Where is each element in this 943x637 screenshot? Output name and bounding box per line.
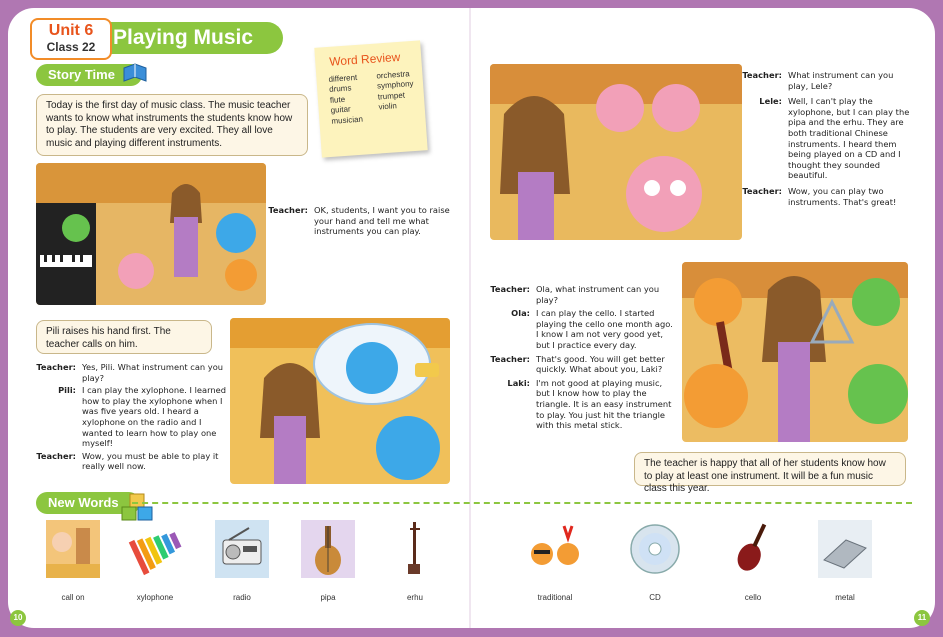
section-tab-story-time: Story Time <box>36 64 142 86</box>
unit-label: Unit 6 <box>48 22 94 39</box>
dialog-line <box>58 385 230 449</box>
word-image-call-on <box>46 520 100 578</box>
dialog-line <box>36 450 230 472</box>
speech-text: I can play the cello. I started playing the cello one month ago. I know I am not very good yet, but I practice every day. <box>536 308 673 350</box>
word-label-pipa: pipa <box>320 593 336 602</box>
classroom-illustration-3 <box>490 64 742 240</box>
unit-badge <box>30 18 112 60</box>
word-review-col1 <box>328 73 363 127</box>
dialog-line <box>36 362 230 383</box>
speech-text: Ola, what instrument can you play? <box>536 284 660 305</box>
dialog-line <box>507 377 676 431</box>
review-word: drums <box>328 83 352 95</box>
review-word: guitar <box>330 104 351 116</box>
classroom-illustration-2 <box>230 318 450 484</box>
conclusion-box: The teacher is happy that all of her students know how to play at least one instrument. It will be a fun music class this year. <box>634 452 906 486</box>
review-word: orchestra <box>376 69 411 81</box>
book-spine <box>469 8 471 628</box>
speaker-name: Teacher: <box>268 205 308 215</box>
speaker-name: Teacher: <box>742 70 782 80</box>
speech-text: OK, students, I want you to raise your hand and tell me what instruments you can play. <box>314 205 450 237</box>
dialog-scene-3 <box>742 70 910 207</box>
dialog-line <box>511 308 676 350</box>
dialog-line <box>490 284 676 305</box>
word-image-radio <box>215 520 269 578</box>
dialog-scene-1 <box>268 205 454 237</box>
word-image-traditional <box>528 520 582 578</box>
speech-text: Yes, Pili. What instrument can you play? <box>82 362 224 383</box>
speech-text: Wow, you must be able to play it really well now. <box>82 450 219 472</box>
speaker-name: Teacher: <box>490 353 530 364</box>
lesson-title: Playing Music <box>105 22 283 54</box>
speaker-name: Laki: <box>507 377 530 388</box>
word-review-note <box>314 40 427 157</box>
speaker-name: Teacher: <box>490 284 530 294</box>
class-label: Class 22 <box>46 40 96 54</box>
review-word: flute <box>329 94 346 105</box>
dialog-line <box>742 70 910 91</box>
dialog-scene-2 <box>36 362 230 472</box>
review-word: different <box>328 72 358 84</box>
word-label-cello: cello <box>744 593 762 602</box>
word-image-pipa <box>301 520 355 578</box>
word-image-xylophone <box>128 520 182 578</box>
dialog-line <box>268 205 454 237</box>
review-word: musician <box>331 114 364 126</box>
word-image-cello <box>726 520 780 578</box>
page-number-left: 10 <box>10 610 26 626</box>
speaker-name: Teacher: <box>36 362 76 372</box>
page-number-right: 11 <box>914 610 930 626</box>
section-divider <box>122 502 912 504</box>
classroom-illustration-4 <box>682 262 908 442</box>
word-label-xylophone: xylophone <box>136 593 174 602</box>
dialog-line <box>490 353 676 375</box>
review-word: trumpet <box>377 90 406 102</box>
speaker-name: Teacher: <box>742 185 782 196</box>
review-word: violin <box>378 101 398 112</box>
word-image-cd <box>628 520 682 578</box>
speaker-name: Lele: <box>759 96 782 107</box>
word-label-call-on: call on <box>61 593 85 602</box>
speech-text: Well, I can't play the xylophone, but I can play the pipa and the erhu. They are both traditional Chinese instruments. I heard them being played on a CD and I thought they sounded beautiful. <box>788 96 910 181</box>
abc-blocks-icon <box>120 492 154 522</box>
speech-text: I'm not good at playing music, but I know how to play the triangle. It is an easy instrument to play. You just hit the triangle with this metal stick. <box>536 377 672 431</box>
word-label-traditional: traditional <box>537 593 573 602</box>
word-label-erhu: erhu <box>406 593 423 602</box>
speaker-name: Teacher: <box>36 450 76 461</box>
speaker-name: Pili: <box>58 385 76 396</box>
word-review-col2 <box>376 69 415 113</box>
word-label-metal: metal <box>835 593 855 602</box>
intro-text-box: Today is the first day of music class. The music teacher wants to know what instruments the students know how to play. The students are very excited. They all love music and playing different instruments. <box>36 94 308 156</box>
review-word: symphony <box>376 79 414 91</box>
narration-box-2: Pili raises his hand first. The teacher calls on him. <box>36 320 212 354</box>
classroom-illustration-1 <box>36 163 266 305</box>
speech-text: What instrument can you play, Lele? <box>788 70 894 91</box>
word-label-cd: CD <box>649 593 661 602</box>
word-image-metal <box>818 520 872 578</box>
dialog-line <box>742 185 910 207</box>
word-image-erhu <box>388 520 442 578</box>
book-icon <box>122 62 148 84</box>
word-label-radio: radio <box>233 593 251 602</box>
dialog-scene-4 <box>490 284 676 431</box>
dialog-line <box>759 96 910 181</box>
word-review-title: Word Review <box>328 49 401 69</box>
speech-text: That's good. You will get better quickly. What about you, Laki? <box>536 353 665 375</box>
speech-text: Wow, you can play two instruments. That's great! <box>788 185 897 207</box>
speech-text: I can play the xylophone. I learned how to play the xylophone when I was five years old. I heard a xylophone on the radio and I wanted to learn how to play one myself! <box>82 385 226 449</box>
speaker-name: Ola: <box>511 308 530 319</box>
section-tab-new-words: New Words <box>36 492 140 514</box>
